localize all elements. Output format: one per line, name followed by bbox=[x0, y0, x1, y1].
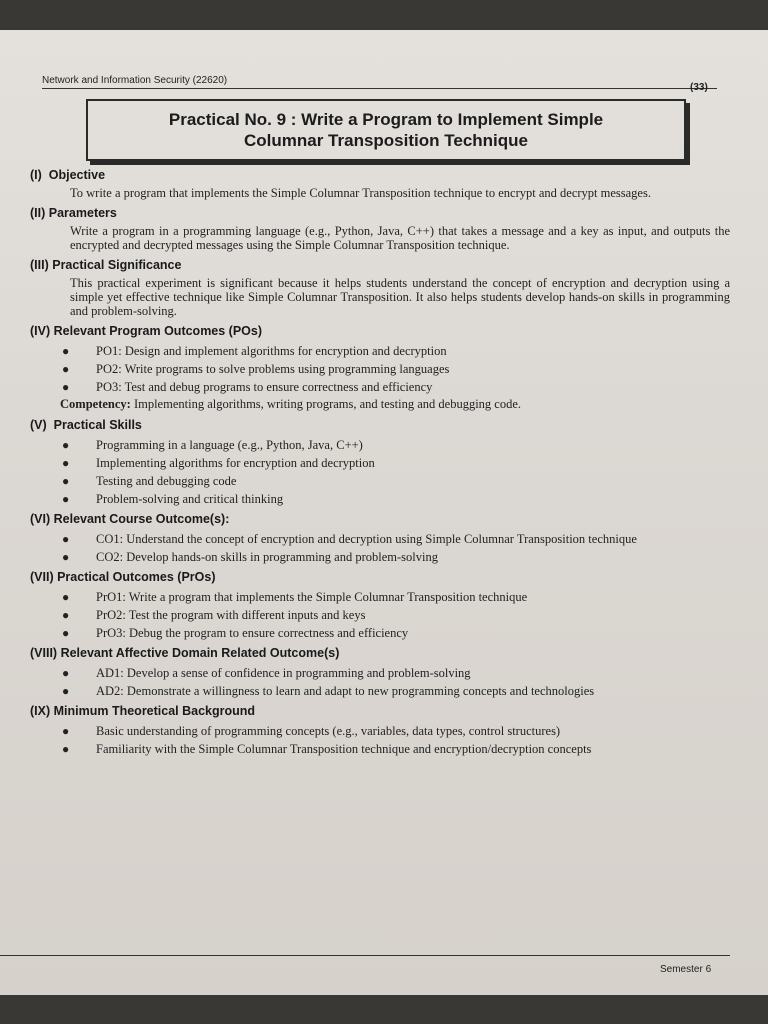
bullet-icon: ● bbox=[62, 742, 70, 756]
section-text: Write a program in a programming language (e.g., Python, Java, C++) that takes a message and a key as input, and outputs the encrypted and decrypted messages using the Simple Columnar Transposition technique. bbox=[70, 224, 730, 252]
bullet-icon: ● bbox=[62, 666, 70, 680]
header-rule bbox=[42, 88, 717, 89]
section-program-outcomes bbox=[30, 323, 730, 412]
section-number: (IX) bbox=[30, 704, 51, 718]
section-number: (VIII) bbox=[30, 646, 58, 660]
bullet-icon: ● bbox=[62, 492, 70, 506]
list-item: ● Problem-solving and critical thinking bbox=[62, 492, 284, 506]
section-number: (V) bbox=[30, 418, 47, 432]
list-item: ● PrO3: Debug the program to ensure correctness and efficiency bbox=[62, 626, 409, 640]
list-item: ● PO3: Test and debug programs to ensure correctness and efficiency bbox=[62, 380, 433, 394]
list-item: ● CO2: Develop hands-on skills in programming and problem-solving bbox=[62, 550, 438, 564]
title-line-1: Practical No. 9 : Write a Program to Implement Simple bbox=[168, 110, 604, 129]
footer-semester: Semester 6 bbox=[660, 964, 712, 975]
section-number: (IV) bbox=[30, 324, 51, 338]
section-number: (I) bbox=[30, 168, 42, 182]
footer-rule bbox=[0, 955, 730, 956]
bullet-icon: ● bbox=[62, 550, 70, 564]
section-course-outcomes bbox=[30, 511, 730, 564]
section-title: Relevant Course Outcome(s): bbox=[53, 512, 230, 526]
list-item: ● PrO1: Write a program that implements the Simple Columnar Transposition technique bbox=[62, 590, 528, 604]
competency-text: Implementing algorithms, writing programs, and testing and debugging code. bbox=[133, 397, 522, 411]
section-number: (VI) bbox=[30, 512, 51, 526]
section-title: Practical Significance bbox=[52, 258, 182, 272]
page-number: (33) bbox=[690, 82, 708, 93]
section-number: (III) bbox=[30, 258, 49, 272]
list-item: ● AD2: Demonstrate a willingness to learn and adapt to new programming concepts and technologies bbox=[62, 684, 595, 698]
competency-line bbox=[60, 397, 730, 412]
bullet-icon: ● bbox=[62, 608, 70, 622]
list-item: ● Basic understanding of programming concepts (e.g., variables, data types, control structures) bbox=[62, 724, 561, 738]
section-title: Relevant Affective Domain Related Outcome(s) bbox=[60, 646, 340, 660]
practical-title-box bbox=[86, 99, 686, 161]
list-item: ● Implementing algorithms for encryption and decryption bbox=[62, 456, 375, 470]
section-text: This practical experiment is significant because it helps students understand the concept of encryption and decryption using a simple yet effective technique like Simple Columnar Transposition. It also helps students develop hands-on skills in programming and problem-solving. bbox=[70, 276, 730, 318]
content bbox=[30, 162, 730, 756]
section-title: Minimum Theoretical Background bbox=[53, 704, 256, 718]
section-practical-outcomes bbox=[30, 569, 730, 640]
section-theoretical-background bbox=[30, 703, 730, 756]
list-item: ● Testing and debugging code bbox=[62, 474, 237, 488]
list-item: ● PO1: Design and implement algorithms for encryption and decryption bbox=[62, 344, 447, 358]
list-item: ● PO2: Write programs to solve problems using programming languages bbox=[62, 362, 450, 376]
section-text: To write a program that implements the Simple Columnar Transposition technique to encrypt and decrypt messages. bbox=[70, 186, 651, 200]
section-number: (VII) bbox=[30, 570, 54, 584]
section-title: Relevant Program Outcomes (POs) bbox=[53, 324, 263, 338]
section-practical-skills bbox=[30, 417, 730, 506]
document-page bbox=[0, 30, 768, 995]
list-item: ● Programming in a language (e.g., Python, Java, C++) bbox=[62, 438, 363, 452]
bullet-icon: ● bbox=[62, 626, 70, 640]
running-header: Network and Information Security (22620) bbox=[42, 75, 228, 86]
section-title: Practical Skills bbox=[53, 418, 142, 432]
section-practical-significance bbox=[30, 257, 730, 318]
competency-label: Competency: bbox=[60, 397, 131, 411]
bullet-icon: ● bbox=[62, 724, 70, 738]
section-title: Practical Outcomes (PrOs) bbox=[57, 570, 216, 584]
section-parameters bbox=[30, 205, 730, 252]
bullet-icon: ● bbox=[62, 380, 70, 394]
section-title: Parameters bbox=[48, 206, 117, 220]
bullet-icon: ● bbox=[62, 684, 70, 698]
bullet-icon: ● bbox=[62, 532, 70, 546]
section-objective bbox=[30, 167, 730, 200]
bullet-icon: ● bbox=[62, 474, 70, 488]
section-number: (II) bbox=[30, 206, 46, 220]
list-item: ● Familiarity with the Simple Columnar Transposition technique and encryption/decryption concepts bbox=[62, 742, 592, 756]
list-item: ● AD1: Develop a sense of confidence in programming and problem-solving bbox=[62, 666, 471, 680]
bullet-icon: ● bbox=[62, 590, 70, 604]
list-item: ● PrO2: Test the program with different inputs and keys bbox=[62, 608, 366, 622]
section-affective-outcomes bbox=[30, 645, 730, 698]
bullet-icon: ● bbox=[62, 362, 70, 376]
list-item: ● CO1: Understand the concept of encryption and decryption using Simple Columnar Transposition technique bbox=[62, 532, 637, 546]
section-title: Objective bbox=[48, 168, 106, 182]
bullet-icon: ● bbox=[62, 438, 70, 452]
title-line-2: Columnar Transposition Technique bbox=[244, 131, 528, 150]
bullet-icon: ● bbox=[62, 456, 70, 470]
bullet-icon: ● bbox=[62, 344, 70, 358]
